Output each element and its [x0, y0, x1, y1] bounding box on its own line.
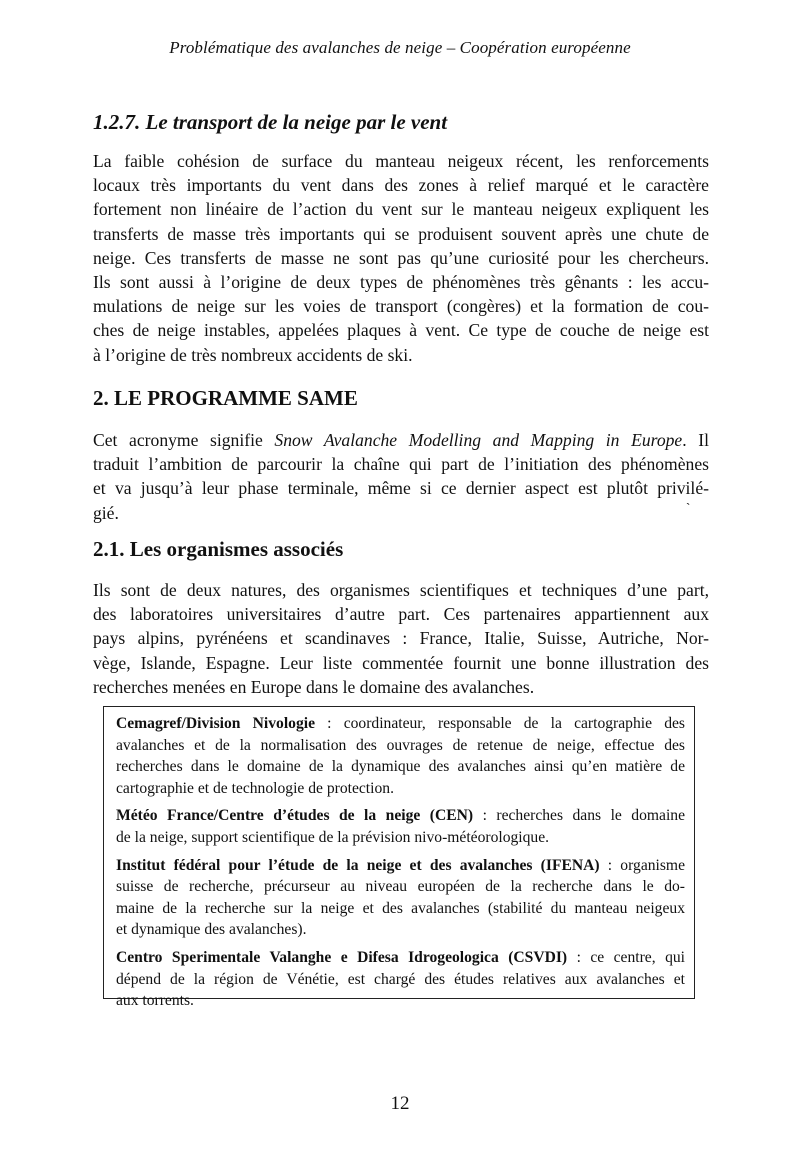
text-line: Centro Sperimentale Valanghe e Difesa Idrogeologica (CSVDI) : ce centre, qui [116, 948, 685, 966]
text-line: des laboratoires universitaires d’autre part. Ces partenaires appartiennent aux [93, 604, 709, 625]
text-line: vège, Islande, Espagne. Leur liste commentée fournit une bonne illustration des [93, 652, 709, 673]
text-line: à l’origine de très nombreux accidents de ski. [93, 344, 413, 365]
text-line: pays alpins, pyrénéens et scandinaves : France, Italie, Suisse, Autriche, Nor- [93, 628, 709, 649]
paragraph-wind-transport [93, 149, 709, 367]
section-heading-2: 2. LE PROGRAMME SAME [93, 386, 358, 410]
text-line: cartographie et de technologie de protection. [116, 779, 394, 797]
text-line: gié. [93, 502, 119, 523]
text-line: locaux très importants du vent dans des zones à relief marqué et le caractère [93, 175, 709, 196]
organism-name: Cemagref/Division Nivologie [116, 715, 315, 732]
paragraph-same-programme [93, 428, 709, 525]
programme-title: Snow Avalanche Modelling and Mapping in Europe [274, 430, 683, 450]
text-line: suisse de recherche, précurseur au niveau européen de la recherche dans le do- [116, 878, 685, 896]
text-line: aux torrents. [116, 992, 194, 1010]
text-line: Météo France/Centre d’études de la neige (CEN) : recherches dans le domaine [116, 807, 685, 825]
organism-entry-csvdi [116, 947, 685, 1012]
text-line: avalanches et de la normalisation des ouvrages de retenue de neige, effectue des [116, 736, 685, 754]
text-line: mulations de neige sur les voies de transport (congères) et la formation de cou- [93, 296, 709, 317]
text-line: et va jusqu’à leur phase terminale, même si ce dernier aspect est plutôt privilé- [93, 478, 709, 499]
text-line: recherches menées en Europe dans le domaine des avalanches. [93, 676, 535, 697]
page-number: 12 [390, 1093, 410, 1114]
text-line: et dynamique des avalanches). [116, 921, 307, 939]
organism-name: Météo France/Centre d’études de la neige (CEN) [116, 807, 474, 825]
text-line: dépend de la région de Vénétie, est chargé des études relatives aux avalanches et [116, 970, 685, 988]
text-line: ches de neige instables, appelées plaques à vent. Ce type de couche de neige est [93, 320, 709, 341]
text-line: fortement non linéaire de l’action du vent sur le manteau neigeux expliquent les [93, 199, 709, 220]
text-line: La faible cohésion de surface du manteau neigeux récent, les renforcements [93, 151, 709, 171]
text-line: recherches dans le domaine de la dynamique des avalanches ainsi qu’en matière de [116, 758, 685, 776]
text-line: neige. Ces transferts de masse ne sont pas qu’une curiosité pour les chercheurs. [93, 247, 709, 268]
text-line: Cet acronyme signifie Snow Avalanche Modelling and Mapping in Europe. Il [93, 430, 709, 450]
organism-entry-ifena [116, 855, 685, 941]
organism-name: Institut fédéral pour l’étude de la neige et des avalanches (IFENA) [116, 856, 600, 874]
section-heading-2-1: 2.1. Les organismes associés [93, 537, 344, 561]
text-line: traduit l’ambition de parcourir la chaîne qui part de l’initiation des phénomènes [93, 454, 709, 475]
text-line: de la neige, support scientifique de la prévision nivo-météorologique. [116, 828, 550, 846]
text-line: Ils sont aussi à l’origine de deux types de phénomènes très gênants : les accu- [93, 272, 709, 293]
text-line: maine de la recherche sur la neige et des avalanches (stabilité du manteau neigeux [116, 899, 685, 917]
text-line: transferts de masse très importants qui se produisent souvent après une chute de [93, 223, 709, 244]
organism-entry-cemagref [116, 713, 685, 799]
running-header: Problématique des avalanches de neige – Coopération européenne [169, 38, 631, 57]
paragraph-associated-organisms [93, 578, 709, 699]
stray-grave-mark: ` [686, 500, 691, 515]
section-heading-1-2-7: 1.2.7. Le transport de la neige par le vent [93, 110, 448, 134]
text-line: Ils sont de deux natures, des organismes scientifiques et techniques d’une part, [93, 580, 709, 600]
organism-entry-cen [116, 805, 685, 848]
organisms-box [103, 706, 695, 1010]
text-line: Institut fédéral pour l’étude de la neige et des avalanches (IFENA) : organisme [116, 856, 685, 874]
organism-name: Centro Sperimentale Valanghe e Difesa Idrogeologica (CSVDI) [116, 948, 568, 966]
text-line: Cemagref/Division Nivologie : coordinateur, responsable de la cartographie des [116, 715, 685, 732]
